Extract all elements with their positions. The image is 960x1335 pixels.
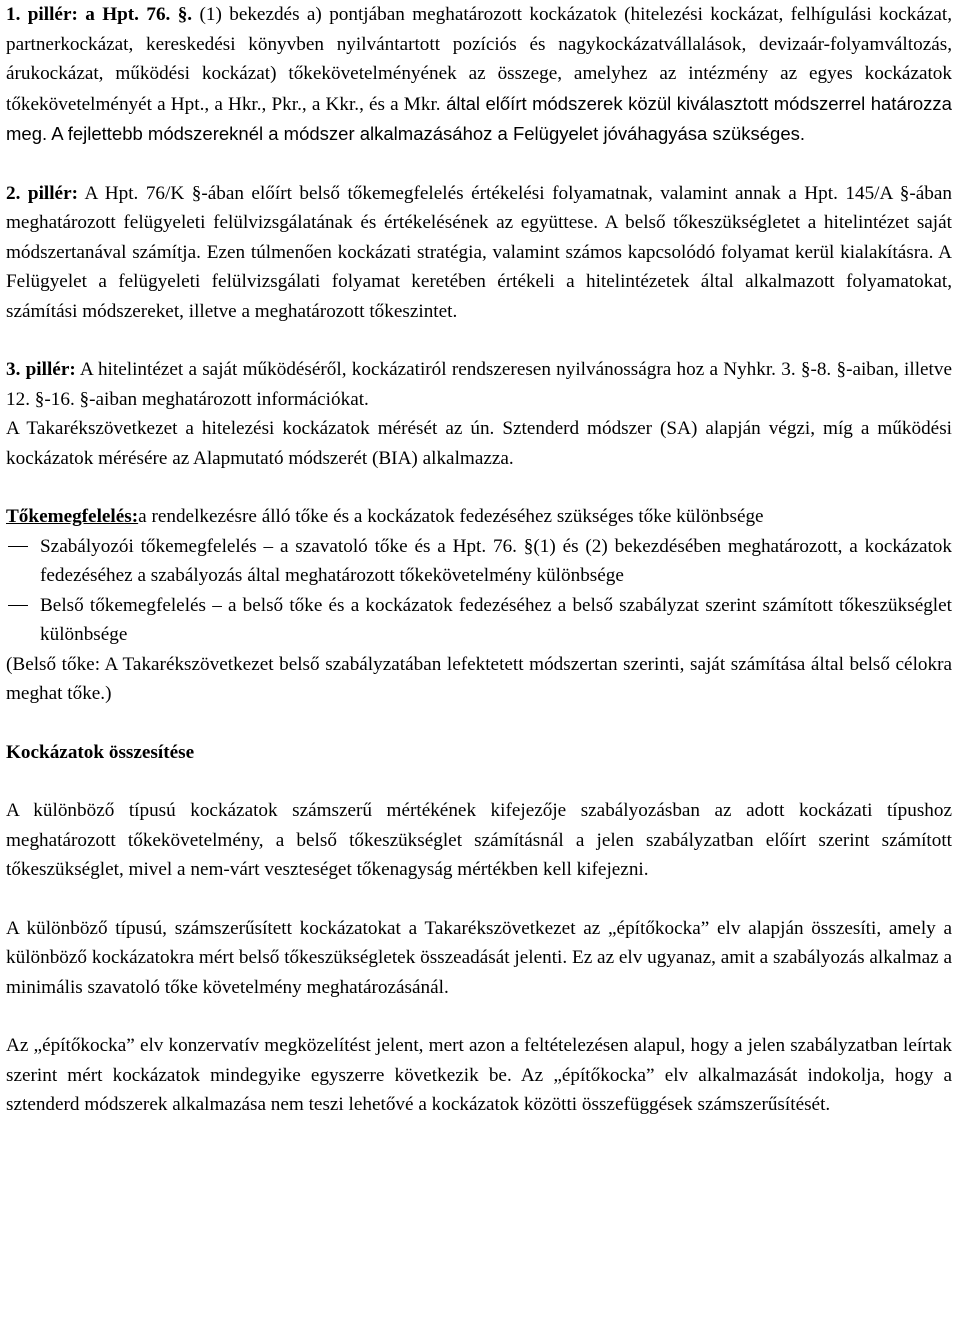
capital-adequacy-label: Tőkemegfelelés: (6, 506, 139, 527)
list-item-text: Belső tőkemegfelelés – a belső tőke és a kockázatok fedezéséhez a belső szabályzat szerint számított tőkeszükséglet különbsége (40, 594, 952, 645)
risk-summary-paragraph-3: Az „építőkocka” elv konzervatív megközelítést jelent, mert azon a feltételezésen alapul, hogy a jelen szabályzatban leírtak szerint mért kockázatok mindegyike egyszerre következik be. Az „építőkocka” elv alkalmazását indokolja, hogy a sztenderd módszerek alkalmazása nem teszi lehetővé a kockázatok közötti összefüggések számszerűsítését. (6, 1035, 952, 1115)
section-heading: Kockázatok összesítése (6, 741, 195, 763)
pillar3-text: A hitelintézet a saját működéséről, kockázatiról rendszeresen nyilvánosságra hoz a Nyhkr. 3. §-8. §-aiban, illetve 12. §-16. §-aiban meghatározott információkat. (6, 359, 953, 410)
spacer (6, 1002, 952, 1031)
pillar3-label: 3. pillér: (6, 359, 76, 380)
pillar1-label: 1. pillér: a Hpt. 76. §. (6, 4, 193, 25)
list-item (6, 532, 952, 591)
dash-bullet-icon (8, 605, 28, 606)
list-item (6, 591, 952, 650)
spacer (6, 150, 952, 179)
risk-summary-paragraph-1: A különböző típusú kockázatok számszerű mértékének kifejezője szabályozásban az adott kockázati típushoz meghatározott tőkekövetelmény, a belső tőkeszükséglet számításnál a jelen szabályzatban előírt szerint számított tőkeszükséglet, mivel a nem-várt veszteséget tőkenagyság mértékben kell kifejezni. (6, 800, 952, 880)
spacer (6, 473, 952, 502)
list-item-text: Szabályozói tőkemegfelelés – a szavatoló tőke és a Hpt. 76. §(1) és (2) bekezdésében meghatározott, a kockázatok fedezéséhez a szabályozás által meghatározott tőkekövetelmény különbsége (40, 535, 952, 586)
pillar1-paragraph (6, 0, 952, 150)
pillar2-text: A Hpt. 76/K §-ában előírt belső tőkemegfelelés értékelési folyamatnak, valamint annak a Hpt. 145/A §-ában meghatározott felügyeleti felülvizsgálatának és értékelésének az együttese. A belső tőkeszükségletet a hitelintézet saját módszertanával számítja. Ezen túlmenően kockázati stratégia, valamint számos kapcsolódó folyamat kerül kialakításra. A Felügyelet a felügyeleti felülvizsgálati folyamat keretében értékeli a hitelintézetek által alkalmazott folyamatokat, számítási módszereket, illetve a meghatározott tőkeszintet. (6, 182, 953, 322)
pillar3-paragraph (6, 355, 952, 414)
pillar3-paragraph-2: A Takarékszövetkezet a hitelezési kockázatok mérését az ún. Sztenderd módszer (SA) alapján végzi, míg a működési kockázatok mérésére az Alapmutató módszerét (BIA) alkalmazza. (6, 418, 952, 469)
spacer (6, 767, 952, 796)
pillar1-text-a: (1) bekezdés a) pontjában meghatározott kockázatok (hitelezési kockázat, felhígulási kockázat, partnerkockázat, kereskedési könyvben nyilvántartott pozíciós és nagykockázatvállalások, devizaár-folyamváltozás, árukockázat, működési kockázat) tőkekövetelményének az összege, amelyhez az intézmény az egyes kockázatok tőkekövetelményét a (6, 4, 952, 115)
pillar2-label: 2. pillér: (6, 182, 78, 204)
capital-adequacy-text: a rendelkezésre álló tőke és a kockázatok fedezéséhez szükséges tőke különbsége (138, 506, 764, 527)
spacer (6, 885, 952, 914)
risk-summary-paragraph-2: A különböző típusú, számszerűsített kockázatokat a Takarékszövetkezet az „építőkocka” elv alapján összesíti, amely a különböző kockázatokra mért belső tőkeszükségletek összeadását jelenti. Ez az elv ugyanaz, amit a szabályozás alkalmaz a minimális szavatoló tőke követelmény meghatározásánál. (6, 917, 952, 998)
dash-bullet-icon (8, 546, 28, 547)
pillar1-refs: Hpt., a Hkr., Pkr., a Kkr., és a Mkr. (170, 93, 441, 115)
spacer (6, 326, 952, 355)
capital-note: (Belső tőke: A Takarékszövetkezet belső szabályzatában lefektetett módszertan szerinti, saját számítása által belső célokra meghat tőke.) (6, 653, 952, 704)
pillar2-paragraph (6, 179, 952, 327)
capital-adequacy-paragraph (6, 502, 952, 532)
pillar1-text-b: által előírt módszerek közül kiválasztott módszerrel határozza meg. A fejlettebb módszereknél a módszer alkalmazásához a Felügyelet jóváhagyása szükséges. (6, 92, 952, 144)
spacer (6, 709, 952, 738)
